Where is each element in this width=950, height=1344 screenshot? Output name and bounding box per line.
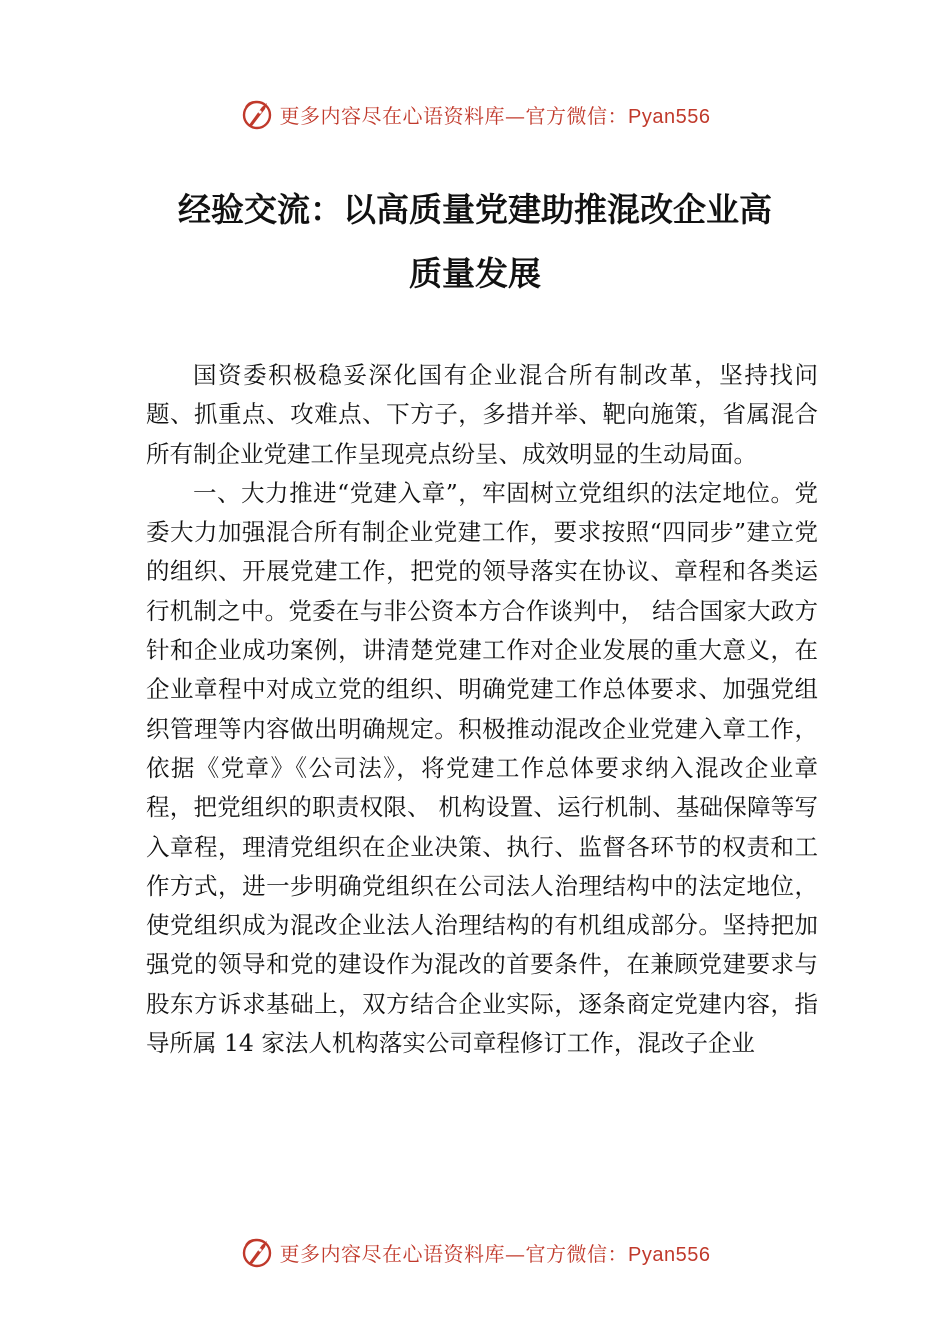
document-body bbox=[146, 356, 818, 1063]
banner-text bbox=[280, 100, 711, 129]
header-banner bbox=[0, 94, 950, 134]
pen-nib-circle-icon bbox=[240, 97, 274, 131]
banner-text bbox=[280, 1238, 711, 1267]
banner-label: 更多内容尽在心语资料库—官方微信： bbox=[279, 103, 629, 128]
wechat-handle: Pyan556 bbox=[628, 105, 711, 128]
paragraph-section-1: 一、大力推进“党建入章”，牢固树立党组织的法定地位。党委大力加强混合所有制企业党建工作，要求按照“四同步”建立党的组织、开展党建工作，把党的领导落实在协议、章程和各类运行机制之中。党委在与非公资本方合作谈判中， 结合国家大政方针和企业成功案例，讲清楚党建工作对企业发展的重大意义，在企业章程中对成立党的组织、明确党建工作总体要求、加强党组织管理等内容做出明确规定。积极推动混改企业党建入章工作，依据《党章》《公司法》，将党建工作总体要求纳入混改企业章程，把党组织的职责权限、 机构设置、运行机制、基础保障等写入章程，理清党组织在企业决策、执行、监督各环节的权责和工作方式，进一步明确党组织在公司法人治理结构中的法定地位，使党组织成为混改企业法人治理结构的有机组成部分。坚持把加强党的领导和党的建设作为混改的首要条件，在兼顾党建要求与股东方诉求基础上，双方结合企业实际，逐条商定党建内容，指导所属 14 家法人机构落实公司章程修订工作，混改子企业 bbox=[146, 478, 818, 1058]
page-title bbox=[0, 178, 950, 306]
wechat-handle: Pyan556 bbox=[628, 1243, 711, 1266]
title-line-1: 经验交流：以高质量党建助推混改企业高 bbox=[178, 190, 772, 229]
title-line-2: 质量发展 bbox=[409, 254, 541, 293]
footer-banner bbox=[0, 1232, 950, 1272]
banner-label: 更多内容尽在心语资料库—官方微信： bbox=[279, 1241, 629, 1266]
paragraph-intro: 国资委积极稳妥深化国有企业混合所有制改革，坚持找问题、抓重点、攻难点、下方子，多措并举、靶向施策，省属混合所有制企业党建工作呈现亮点纷呈、成效明显的生动局面。 bbox=[146, 361, 818, 468]
pen-nib-circle-icon bbox=[240, 1235, 274, 1269]
